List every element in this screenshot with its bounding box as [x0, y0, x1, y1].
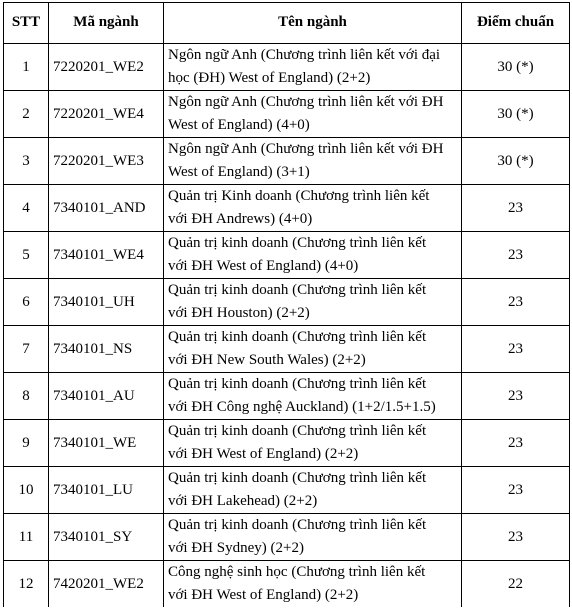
cell-diem-chuan: 22 — [462, 561, 570, 608]
table-body — [4, 44, 570, 608]
cell-diem-chuan: 30 (*) — [462, 44, 570, 91]
cell-stt: 2 — [4, 91, 49, 138]
ten-nganh-line-2: West of England) (4+0) — [168, 117, 310, 133]
ten-nganh-line-1: Ngôn ngữ Anh (Chương trình liên kết với ĐH — [168, 141, 444, 157]
cell-stt: 1 — [4, 44, 49, 91]
cell-stt: 10 — [4, 467, 49, 514]
cell-ten-nganh — [164, 185, 462, 232]
cell-ma-nganh: 7340101_UH — [49, 279, 164, 326]
cell-ma-nganh: 7340101_LU — [49, 467, 164, 514]
cell-stt: 11 — [4, 514, 49, 561]
ten-nganh-line-1: Quản trị kinh doanh (Chương trình liên kết — [168, 423, 427, 439]
cell-ten-nganh — [164, 420, 462, 467]
ten-nganh-line-1: Công nghệ sinh học (Chương trình liên kết — [168, 564, 426, 580]
ten-nganh-line-2: với ĐH West of England) (2+2) — [168, 587, 359, 603]
cell-diem-chuan: 23 — [462, 467, 570, 514]
cell-ma-nganh: 7220201_WE4 — [49, 91, 164, 138]
cell-ten-nganh — [164, 467, 462, 514]
ten-nganh-line-2: với ĐH Houston) (2+2) — [168, 305, 310, 321]
table-row — [4, 561, 570, 608]
ten-nganh-line-2: với ĐH Sydney) (2+2) — [168, 540, 304, 556]
ten-nganh-line-1: Quản trị kinh doanh (Chương trình liên kết — [168, 235, 427, 251]
header-stt: STT — [4, 3, 49, 44]
cell-ten-nganh — [164, 373, 462, 420]
table-row — [4, 420, 570, 467]
table-row — [4, 44, 570, 91]
cell-ten-nganh — [164, 91, 462, 138]
table-row — [4, 467, 570, 514]
cell-ma-nganh: 7340101_NS — [49, 326, 164, 373]
cell-ma-nganh: 7220201_WE3 — [49, 138, 164, 185]
table-row — [4, 326, 570, 373]
table-row — [4, 185, 570, 232]
ten-nganh-line-1: Quản trị kinh doanh (Chương trình liên kết — [168, 282, 427, 298]
ten-nganh-line-2: với ĐH Công nghệ Auckland) (1+2/1.5+1.5) — [168, 399, 436, 415]
table-row — [4, 279, 570, 326]
header-ma-nganh: Mã ngành — [49, 3, 164, 44]
cell-ma-nganh: 7340101_AND — [49, 185, 164, 232]
cell-stt: 5 — [4, 232, 49, 279]
table-row — [4, 232, 570, 279]
table-row — [4, 514, 570, 561]
cell-stt: 9 — [4, 420, 49, 467]
admission-score-table — [3, 2, 570, 607]
table-row — [4, 91, 570, 138]
cell-diem-chuan: 30 (*) — [462, 138, 570, 185]
cell-diem-chuan: 23 — [462, 185, 570, 232]
cell-ten-nganh — [164, 232, 462, 279]
cell-stt: 3 — [4, 138, 49, 185]
cell-stt: 4 — [4, 185, 49, 232]
cell-diem-chuan: 23 — [462, 420, 570, 467]
cell-ten-nganh — [164, 279, 462, 326]
cell-ten-nganh — [164, 326, 462, 373]
ten-nganh-line-1: Quản trị kinh doanh (Chương trình liên kết — [168, 329, 427, 345]
cell-ma-nganh: 7340101_AU — [49, 373, 164, 420]
cell-ma-nganh: 7340101_SY — [49, 514, 164, 561]
ten-nganh-line-1: Ngôn ngữ Anh (Chương trình liên kết với ĐH — [168, 94, 444, 110]
cell-diem-chuan: 23 — [462, 514, 570, 561]
cell-stt: 6 — [4, 279, 49, 326]
ten-nganh-line-2: với ĐH West of England) (4+0) — [168, 258, 359, 274]
ten-nganh-line-1: Quản trị kinh doanh (Chương trình liên kết — [168, 517, 427, 533]
ten-nganh-line-1: Ngôn ngữ Anh (Chương trình liên kết với đại — [168, 47, 441, 63]
ten-nganh-line-2: với ĐH Lakehead) (2+2) — [168, 493, 318, 509]
ten-nganh-line-1: Quản trị kinh doanh (Chương trình liên kết — [168, 376, 427, 392]
cell-diem-chuan: 23 — [462, 232, 570, 279]
table-row — [4, 373, 570, 420]
ten-nganh-line-2: West of England) (3+1) — [168, 164, 310, 180]
table-row — [4, 138, 570, 185]
cell-ma-nganh: 7420201_WE2 — [49, 561, 164, 608]
cell-diem-chuan: 23 — [462, 326, 570, 373]
header-ten-nganh: Tên ngành — [164, 3, 462, 44]
cell-ten-nganh — [164, 561, 462, 608]
ten-nganh-line-1: Quản trị Kinh doanh (Chương trình liên kết — [168, 188, 430, 204]
cell-diem-chuan: 23 — [462, 279, 570, 326]
cell-diem-chuan: 30 (*) — [462, 91, 570, 138]
cell-ten-nganh — [164, 138, 462, 185]
cell-stt: 12 — [4, 561, 49, 608]
header-diem-chuan: Điểm chuẩn — [462, 3, 570, 44]
ten-nganh-line-2: với ĐH New South Wales) (2+2) — [168, 352, 366, 368]
cell-ma-nganh: 7220201_WE2 — [49, 44, 164, 91]
cell-stt: 7 — [4, 326, 49, 373]
cell-stt: 8 — [4, 373, 49, 420]
ten-nganh-line-1: Quản trị kinh doanh (Chương trình liên kết — [168, 470, 427, 486]
cell-diem-chuan: 23 — [462, 373, 570, 420]
cell-ten-nganh — [164, 44, 462, 91]
cell-ma-nganh: 7340101_WE4 — [49, 232, 164, 279]
table-header-row — [4, 3, 570, 44]
ten-nganh-line-2: học (ĐH) West of England) (2+2) — [168, 70, 371, 86]
cell-ma-nganh: 7340101_WE — [49, 420, 164, 467]
ten-nganh-line-2: với ĐH West of England) (2+2) — [168, 446, 359, 462]
ten-nganh-line-2: với ĐH Andrews) (4+0) — [168, 211, 313, 227]
cell-ten-nganh — [164, 514, 462, 561]
